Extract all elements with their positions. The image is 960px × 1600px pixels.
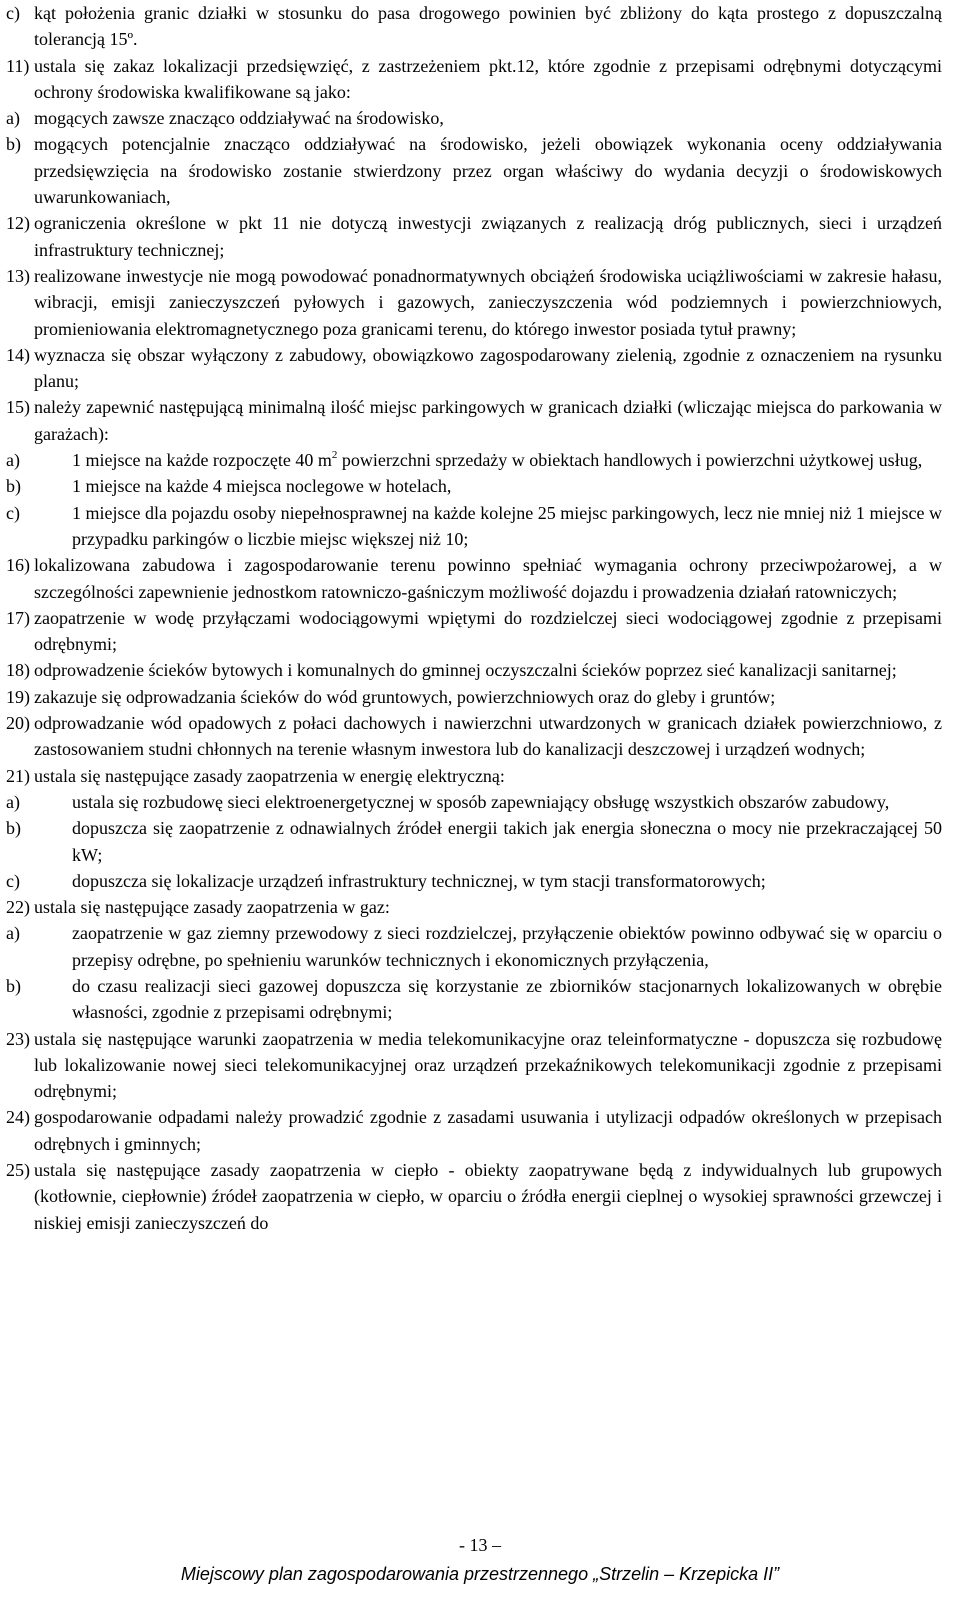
item-text-part: powierzchni sprzedaży w obiektach handlowych i powierzchni użytkowej usług, (337, 450, 923, 471)
item-text-part: ustala się następujące zasady zaopatrzenia w energię elektryczną: (34, 765, 505, 786)
item-text-part: należy zapewnić następującą minimalną ilość miejsc parkingowych w granicach działki (wliczając miejsca do parkowania w garażach): (34, 397, 942, 444)
item-number: 13) (6, 265, 30, 286)
document-body (6, 0, 942, 1236)
item-text-part: mogących potencjalnie znacząco oddziaływać na środowisko, jeżeli obowiązek wykonania oceny oddziaływania przedsięwzięcia na środowisko zostanie stwierdzony przez organ właściwy do wydania decyzji o środowiskowych uwarunkowaniach, (34, 134, 942, 208)
item-number: 19) (6, 686, 30, 707)
item-number: 14) (6, 344, 30, 365)
item-text-part: kąt położenia granic działki w stosunku do pasa drogowego powinien być zbliżony do kąta prostego z dopuszczalną tolerancją 15º. (34, 3, 942, 50)
footer-title: Miejscowy plan zagospodarowania przestrzennego „Strzelin – Krzepicka II” (180, 1564, 780, 1584)
item-text (34, 552, 942, 605)
item-text-part: lokalizowana zabudowa i zagospodarowanie terenu powinno spełniać wymagania ochrony przeciwpożarowej, a w szczególności zapewnienie jednostkom ratowniczo-gaśniczym możliwość dojazdu i prowadzenia działań ratowniczych; (34, 555, 942, 602)
sub-list-item (6, 500, 942, 553)
item-number: b) (6, 476, 21, 497)
item-text-part: dopuszcza się zaopatrzenie z odnawialnych źródeł energii takich jak energia słoneczna o mocy nie przekraczającej 50 kW; (72, 818, 942, 865)
list-item (6, 53, 942, 106)
item-text-part: gospodarowanie odpadami należy prowadzić zgodnie z zasadami usuwania i utylizacji odpadów określonych w przepisach odrębnych i gminnych; (34, 1107, 942, 1154)
item-text (34, 710, 942, 763)
superscript: 2 (331, 449, 338, 462)
item-text-part: dopuszcza się lokalizacje urządzeń infrastruktury technicznej, w tym stacji transformatorowych; (72, 870, 766, 891)
item-number: 22) (6, 897, 30, 918)
item-text (34, 657, 942, 683)
item-text (34, 394, 942, 447)
item-number: 15) (6, 397, 30, 418)
item-text (34, 763, 942, 789)
list-item (6, 657, 942, 683)
item-text-part: ustala się zakaz lokalizacji przedsięwzięć, z zastrzeżeniem pkt.12, które zgodnie z przepisami odrębnymi dotyczącymi ochrony środowiska kwalifikowane są jako: (34, 55, 942, 102)
list-item (6, 1026, 942, 1105)
item-text (72, 868, 942, 894)
list-item (6, 605, 942, 658)
sub-list-item (6, 447, 942, 473)
item-text (34, 53, 942, 106)
item-text (34, 342, 942, 395)
sub-list-item (6, 105, 942, 131)
sub-list-item (6, 131, 942, 210)
item-text-part: realizowane inwestycje nie mogą powodować ponadnormatywnych obciążeń środowiska uciążliwościami w zakresie hałasu, wibracji, emisji zanieczyszczeń pyłowych i gazowych, zanieczyszczenia wód podziemnych i powierzchniowych, promieniowania elektromagnetycznego poza granicami terenu, do którego inwestor posiada tytuł prawny; (34, 265, 942, 339)
sub-list-item (6, 473, 942, 499)
list-item (6, 763, 942, 789)
item-number: c) (6, 502, 20, 523)
item-number: a) (6, 450, 20, 471)
item-number: c) (6, 3, 20, 23)
item-number: c) (6, 870, 20, 891)
sub-list-item (6, 868, 942, 894)
page-number: - 13 – (459, 1535, 501, 1555)
item-text-part: wyznacza się obszar wyłączony z zabudowy, obowiązkowo zagospodarowany zielenią, zgodnie z oznaczeniem na rysunku planu; (34, 344, 942, 392)
item-number: 23) (6, 1028, 30, 1049)
item-text (34, 263, 942, 342)
item-number: 11) (6, 55, 30, 76)
item-text (34, 0, 942, 53)
sub-list-item (6, 815, 942, 868)
item-text (72, 815, 942, 868)
sub-list-item (6, 973, 942, 1026)
item-number: b) (6, 975, 21, 996)
item-text (34, 1157, 942, 1236)
item-number: 20) (6, 713, 30, 734)
item-text (34, 131, 942, 210)
item-number: 21) (6, 765, 30, 786)
sub-list-item (6, 0, 942, 53)
item-text (34, 105, 942, 131)
list-item (6, 684, 942, 710)
item-text-part: ustala się następujące warunki zaopatrzenia w media telekomunikacyjne oraz teleinformatyczne - dopuszcza się rozbudowę lub lokalizowanie nowej sieci telekomunikacyjnej oraz urządzeń przekaźnikowych telekomunikacji zgodnie z przepisami odrębnymi; (34, 1028, 942, 1102)
item-text (34, 210, 942, 263)
list-item (6, 894, 942, 920)
item-text-part: odprowadzanie wód opadowych z połaci dachowych i nawierzchni utwardzonych w granicach działek powierzchniowo, z zastosowaniem studni chłonnych na terenie własnym inwestora lub do kanalizacji deszczowej i urządzeń wodnych; (34, 713, 942, 760)
item-number: a) (6, 108, 20, 129)
list-item (6, 1157, 942, 1236)
item-number: 25) (6, 1160, 30, 1181)
list-item (6, 1104, 942, 1157)
sub-list-item (6, 789, 942, 815)
item-text (34, 605, 942, 658)
item-text-part: ograniczenia określone w pkt 11 nie dotyczą inwestycji związanych z realizacją dróg publicznych, sieci i urządzeń infrastruktury technicznej; (34, 213, 942, 260)
item-number: b) (6, 818, 21, 839)
item-text (34, 894, 942, 920)
sub-list-item (6, 920, 942, 973)
item-number: 24) (6, 1107, 30, 1128)
item-text-part: 1 miejsce na każde rozpoczęte 40 m (72, 450, 332, 471)
item-number: 18) (6, 660, 30, 681)
item-text (72, 920, 942, 973)
item-text-part: ustala się następujące zasady zaopatrzenia w ciepło - obiekty zaopatrywane będą z indywidualnych lub grupowych (kotłownie, ciepłownie) źródeł zaopatrzenia w ciepło, w oparciu o źródła energii cieplnej o wysokiej sprawności grzewczej i niskiej emisji zanieczyszczeń do (34, 1160, 942, 1233)
item-text-part: zaopatrzenie w wodę przyłączami wodociągowymi wpiętymi do rozdzielczej sieci wodociągowej zgodnie z przepisami odrębnymi; (34, 607, 942, 655)
item-text (72, 447, 942, 473)
item-number: 17) (6, 607, 30, 628)
item-text-part: 1 miejsce dla pojazdu osoby niepełnosprawnej na każde kolejne 25 miejsc parkingowych, lecz nie mniej niż 1 miejsce w przypadku parkingów o liczbie miejsc większej niż 10; (72, 502, 942, 549)
item-number: 16) (6, 555, 30, 576)
item-text (72, 973, 942, 1026)
item-text (72, 789, 942, 815)
item-text-part: ustala się rozbudowę sieci elektroenergetycznej w sposób zapewniający obsługę wszystkich obszarów zabudowy, (72, 791, 890, 812)
page-footer (0, 1532, 960, 1586)
item-number: a) (6, 923, 20, 944)
item-text-part: do czasu realizacji sieci gazowej dopuszcza się korzystanie ze zbiorników stacjonarnych lokalizowanych w obrębie własności, zgodnie z przepisami odrębnymi; (72, 975, 942, 1023)
item-text-part: odprowadzenie ścieków bytowych i komunalnych do gminnej oczyszczalni ścieków poprzez sieć kanalizacji sanitarnej; (34, 660, 897, 681)
item-text-part: ustala się następujące zasady zaopatrzenia w gaz: (34, 897, 390, 918)
item-text (72, 500, 942, 553)
list-item (6, 552, 942, 605)
item-number: a) (6, 791, 20, 812)
item-text-part: zaopatrzenie w gaz ziemny przewodowy z sieci rozdzielczej, przyłączenie obiektów powinno odbywać się w oparciu o przepisy odrębne, po spełnieniu warunków technicznych i ekonomicznych przyłączenia, (72, 923, 942, 970)
item-text-part: mogących zawsze znacząco oddziaływać na środowisko, (34, 108, 444, 129)
list-item (6, 394, 942, 447)
item-text (72, 473, 942, 499)
item-text (34, 1026, 942, 1105)
list-item (6, 342, 942, 395)
item-text-part: 1 miejsce na każde 4 miejsca noclegowe w hotelach, (72, 476, 452, 497)
item-number: b) (6, 134, 21, 155)
list-item (6, 210, 942, 263)
list-item (6, 710, 942, 763)
item-number: 12) (6, 213, 30, 234)
item-text-part: zakazuje się odprowadzania ścieków do wód gruntowych, powierzchniowych oraz do gleby i gruntów; (34, 686, 776, 707)
item-text (34, 684, 942, 710)
list-item (6, 263, 942, 342)
item-text (34, 1104, 942, 1157)
